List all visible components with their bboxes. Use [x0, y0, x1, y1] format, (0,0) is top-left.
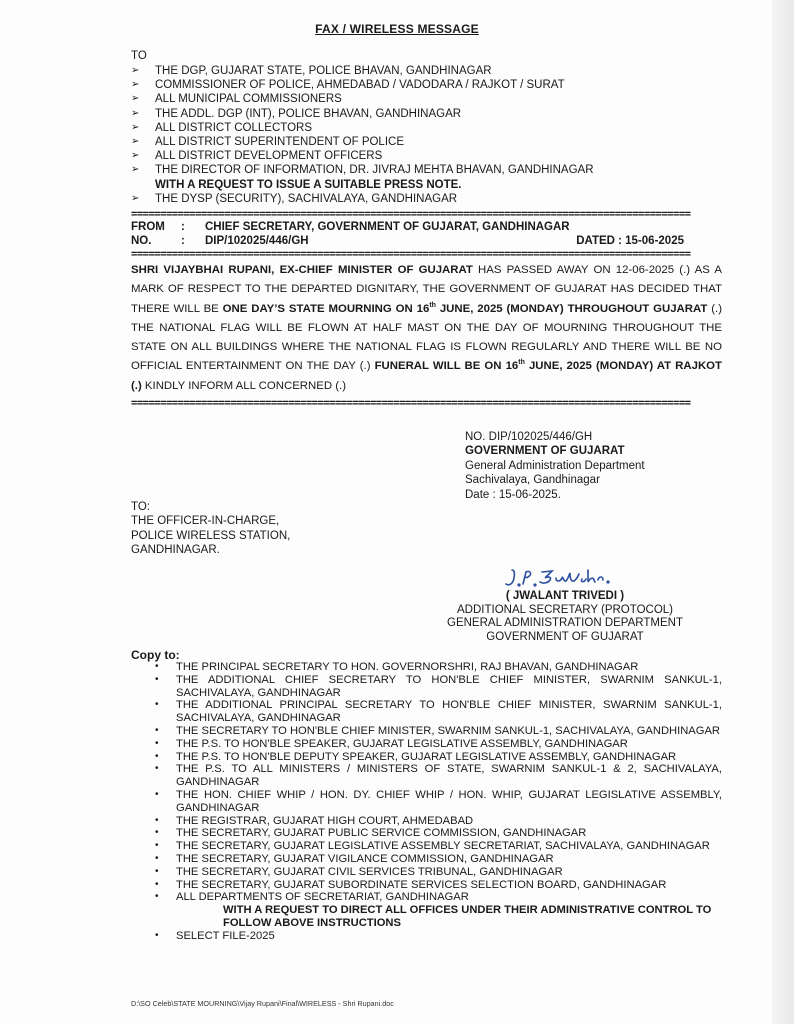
recipient-item: ➢ THE DGP, GUJARAT STATE, POLICE BHAVAN, GANDHINAGAR — [131, 65, 492, 77]
arrow-bullet-icon: ➢ — [131, 150, 140, 162]
funeral-notice: FUNERAL WILL BE ON 16 — [374, 360, 519, 373]
page-edge-shadow — [772, 0, 794, 1024]
arrow-bullet-icon: ➢ — [131, 65, 140, 76]
separator-line: ================================================================================================ — [131, 397, 691, 409]
dot-bullet-icon: • — [155, 840, 159, 852]
copy-to-item: • SELECT FILE-2025 — [155, 929, 275, 942]
copy-to-heading: Copy to: — [131, 648, 180, 662]
from-row: FROM : CHIEF SECRETARY, GOVERNMENT OF GUJARAT, GANDHINAGAR — [131, 221, 570, 233]
arrow-bullet-icon: ➢ — [131, 192, 140, 204]
document-title: FAX / WIRELESS MESSAGE — [315, 22, 479, 36]
number-label: NO. — [131, 235, 152, 247]
signatory-designation: ADDITIONAL SECRETARY (PROTOCOL) — [457, 603, 673, 616]
reference-date: Date : 15-06-2025. — [465, 488, 561, 501]
dot-bullet-icon: • — [155, 878, 159, 890]
dot-bullet-icon: • — [155, 929, 159, 941]
mourning-declaration: ONE DAY’S STATE MOURNING ON 16 — [222, 302, 430, 315]
dot-bullet-icon: • — [155, 737, 159, 749]
copy-to-item: • THE SECRETARY, GUJARAT LEGISLATIVE ASSEMBLY SECRETARIAT, SACHIVALAYA, GANDHINAGAR — [155, 840, 710, 853]
to-label: TO — [131, 50, 147, 62]
copy-to-item: • THE SECRETARY, GUJARAT SUBORDINATE SERVICES SELECTION BOARD, GANDHINAGAR — [155, 878, 667, 891]
recipient-item: ➢ ALL MUNICIPAL COMMISSIONERS — [131, 93, 342, 106]
copy-to-request-note: WITH A REQUEST TO DIRECT ALL OFFICES UNDER THEIR ADMINISTRATIVE CONTROL TO FOLLOW ABOVE INSTRUCTIONS — [223, 904, 712, 929]
press-note-request: WITH A REQUEST TO ISSUE A SUITABLE PRESS NOTE. — [155, 178, 462, 191]
dot-bullet-icon: • — [155, 661, 159, 672]
arrow-bullet-icon: ➢ — [131, 136, 140, 148]
copy-to-item: • THE ADDITIONAL PRINCIPAL SECRETARY TO HON'BLE CHIEF MINISTER, SWARNIM SANKUL-1, SACHIVALAYA, GANDHINAGAR — [155, 699, 722, 725]
dot-bullet-icon: • — [155, 699, 159, 711]
from-value: CHIEF SECRETARY, GOVERNMENT OF GUJARAT, GANDHINAGAR — [205, 221, 570, 233]
arrow-bullet-icon: ➢ — [131, 79, 140, 91]
copy-to-item: • THE SECRETARY, GUJARAT CIVIL SERVICES TRIBUNAL, GANDHINAGAR — [155, 865, 563, 878]
copy-to-item: • THE HON. CHIEF WHIP / HON. DY. CHIEF WHIP / HON. WHIP, GUJARAT LEGISLATIVE ASSEMBLY, GANDHINAGAR — [155, 788, 722, 814]
dot-bullet-icon: • — [155, 788, 159, 800]
recipient-list — [131, 64, 594, 206]
copy-to-item: • THE SECRETARY TO HON'BLE CHIEF MINISTER, SWARNIM SANKUL-1, SACHIVALAYA, GANDHINAGAR — [155, 724, 720, 737]
copy-to-item: • THE ADDITIONAL CHIEF SECRETARY TO HON'BLE CHIEF MINISTER, SWARNIM SANKUL-1, SACHIVALAYA, GANDHINAGAR — [155, 673, 722, 699]
dot-bullet-icon: • — [155, 750, 159, 762]
signatory-block: ( JWALANT TRIVEDI ) ADDITIONAL SECRETARY (PROTOCOL) GENERAL ADMINISTRATION DEPARTMENT GOVERNMENT OF GUJARAT — [430, 590, 700, 644]
office-place: Sachivalaya, Gandhinagar — [465, 474, 600, 487]
number-row: NO. : DIP/102025/446/GH DATED : 15-06-2025 — [131, 235, 684, 247]
copy-to-item: • THE P.S. TO HON'BLE DEPUTY SPEAKER, GUJARAT LEGISLATIVE ASSEMBLY, GANDHINAGAR — [155, 750, 677, 763]
recipient-item: ➢ THE DIRECTOR OF INFORMATION, DR. JIVRAJ MEHTA BHAVAN, GANDHINAGAR — [131, 164, 594, 177]
recipient-item: ➢ ALL DISTRICT DEVELOPMENT OFFICERS — [131, 150, 383, 163]
arrow-bullet-icon: ➢ — [131, 121, 140, 133]
recipient-item: ➢ ALL DISTRICT COLLECTORS — [131, 121, 312, 134]
dot-bullet-icon: • — [155, 724, 159, 736]
recipient-item: ➢ COMMISSIONER OF POLICE, AHMEDABAD / VADODARA / RAJKOT / SURAT — [131, 79, 565, 92]
signatory-name: ( JWALANT TRIVEDI ) — [505, 590, 625, 602]
copy-to-item: • ALL DEPARTMENTS OF SECRETARIAT, GANDHINAGAR — [155, 891, 469, 904]
department-name: General Administration Department — [465, 459, 645, 472]
copy-to-item: • THE PRINCIPAL SECRETARY TO HON. GOVERNORSHRI, RAJ BHAVAN, GANDHINAGAR — [155, 661, 639, 673]
government-name: GOVERNMENT OF GUJARAT — [465, 445, 625, 458]
dot-bullet-icon: • — [155, 814, 159, 826]
arrow-bullet-icon: ➢ — [131, 107, 140, 119]
handwritten-signature — [500, 566, 625, 592]
recipient-item: ➢ THE DYSP (SECURITY), SACHIVALAYA, GANDHINAGAR — [131, 192, 458, 205]
file-path-footer: D:\SO Celeb\STATE MOURNING\Vijay Rupani\Final\WIRELESS - Shri Rupani.doc — [131, 999, 394, 1008]
copy-to-item: • THE SECRETARY, GUJARAT PUBLIC SERVICE COMMISSION, GANDHINAGAR — [155, 827, 587, 840]
reference-block — [465, 430, 645, 502]
addressee-block: TO: THE OFFICER-IN-CHARGE, POLICE WIRELESS STATION, GANDHINAGAR. — [131, 501, 291, 557]
addressee-label: TO: — [131, 501, 150, 513]
reference-number: NO. DIP/102025/446/GH — [465, 431, 593, 443]
from-label: FROM — [131, 221, 165, 233]
recipient-item: ➢ ALL DISTRICT SUPERINTENDENT OF POLICE — [131, 136, 405, 149]
dot-bullet-icon: • — [155, 673, 159, 685]
separator-line: ================================================================================================ — [131, 208, 691, 220]
dot-bullet-icon: • — [155, 763, 159, 775]
dot-bullet-icon: • — [155, 865, 159, 877]
dot-bullet-icon: • — [155, 852, 159, 864]
recipient-item: ➢ THE ADDL. DGP (INT), POLICE BHAVAN, GANDHINAGAR — [131, 107, 462, 120]
arrow-bullet-icon: ➢ — [131, 93, 140, 105]
dated-value: DATED : 15-06-2025 — [576, 235, 684, 247]
arrow-bullet-icon: ➢ — [131, 164, 140, 176]
number-value: DIP/102025/446/GH — [205, 235, 309, 247]
dot-bullet-icon: • — [155, 891, 159, 903]
deceased-name: SHRI VIJAYBHAI RUPANI, EX-CHIEF MINISTER OF GUJARAT — [131, 264, 473, 276]
separator-line: ================================================================================================ — [131, 248, 691, 260]
copy-to-item: • THE REGISTRAR, GUJARAT HIGH COURT, AHMEDABAD — [155, 814, 474, 827]
copy-to-item: • THE SECRETARY, GUJARAT VIGILANCE COMMISSION, GANDHINAGAR — [155, 852, 554, 865]
message-body: SHRI VIJAYBHAI RUPANI, EX-CHIEF MINISTER OF GUJARAT HAS PASSED AWAY ON 12-06-2025 (.) AS A MARK OF RESPECT TO THE DEPARTED DIGNITARY, THE GOVERNMENT OF GUJARAT HAS DECIDED THAT THERE WILL BE ONE DAY’S STATE MOURNING ON 16th JUNE, 2025 (MONDAY) THROUGHOUT GUJARAT (.) THE NATIONAL FLAG WILL BE FLOWN AT HALF MAST ON THE DAY OF MOURNING THROUGHOUT THE STATE ON ALL BUILDINGS WHERE THE NATIONAL FLAG IS FLOWN REGULARLY AND THERE WILL BE NO OFFICIAL ENTERTAINMENT ON THE DAY (.) FUNERAL WILL BE ON 16th JUNE, 2025 (MONDAY) AT RAJKOT (.) KINDLY INFORM ALL CONCERNED (.) — [131, 264, 722, 392]
dot-bullet-icon: • — [155, 827, 159, 839]
copy-to-list — [155, 661, 722, 943]
copy-to-item: • THE P.S. TO ALL MINISTERS / MINISTERS OF STATE, SWARNIM SANKUL-1 & 2, SACHIVALAYA, GANDHINAGAR — [155, 763, 722, 789]
copy-to-item: • THE P.S. TO HON'BLE SPEAKER, GUJARAT LEGISLATIVE ASSEMBLY, GANDHINAGAR — [155, 737, 628, 750]
